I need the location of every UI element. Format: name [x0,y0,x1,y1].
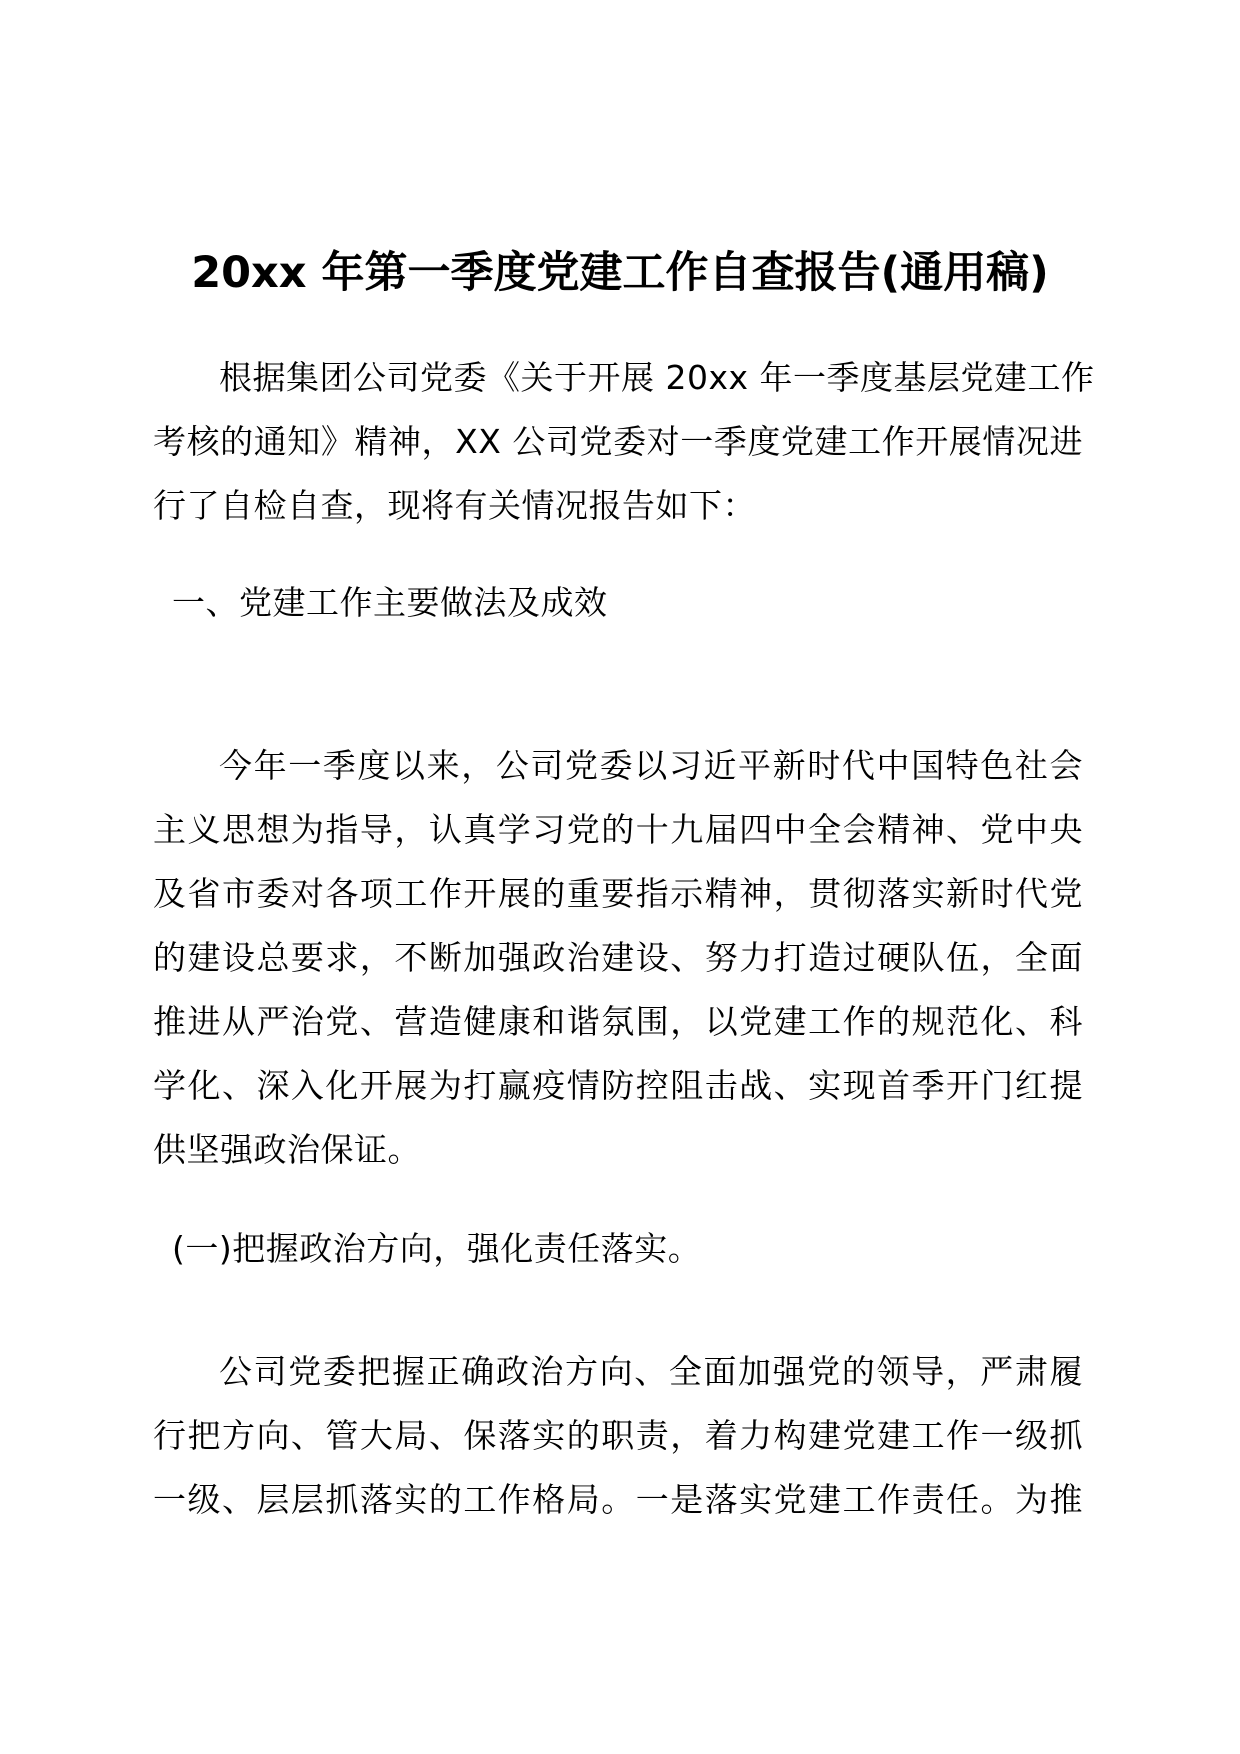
paragraph-line: 推进从严治党、营造健康和谐氛围，以党建工作的规范化、科 [153,1002,1083,1041]
paragraph-line: 行把方向、管大局、保落实的职责，着力构建党建工作一级抓 [153,1416,1083,1455]
paragraph-line: 主义思想为指导，认真学习党的十九届四中全会精神、党中央 [153,810,1083,849]
subsection-heading: (一)把握政治方向，强化责任落实。 [172,1229,702,1268]
paragraph-line: 考核的通知》精神，XX 公司党委对一季度党建工作开展情况进 [153,422,1083,461]
body-paragraph [153,734,1083,1182]
intro-paragraph [153,346,1095,538]
paragraph-line: 及省市委对各项工作开展的重要指示精神，贯彻落实新时代党 [153,874,1083,913]
document-title: 20xx 年第一季度党建工作自查报告(通用稿) [191,248,1049,298]
paragraph-line: 供坚强政治保证。 [153,1130,421,1169]
section-heading: 一、党建工作主要做法及成效 [172,583,608,622]
paragraph-line: 公司党委把握正确政治方向、全面加强党的领导，严肃履 [219,1352,1083,1391]
paragraph-line: 一级、层层抓落实的工作格局。一是落实党建工作责任。为推 [153,1480,1083,1519]
paragraph-line: 的建设总要求，不断加强政治建设、努力打造过硬队伍，全面 [153,938,1083,977]
paragraph-line: 根据集团公司党委《关于开展 20xx 年一季度基层党建工作 [219,358,1095,397]
paragraph-line: 今年一季度以来，公司党委以习近平新时代中国特色社会 [219,746,1083,785]
paragraph-line: 行了自检自查，现将有关情况报告如下： [153,486,756,525]
paragraph-line: 学化、深入化开展为打赢疫情防控阻击战、实现首季开门红提 [153,1066,1083,1105]
body-paragraph [153,1340,1083,1532]
